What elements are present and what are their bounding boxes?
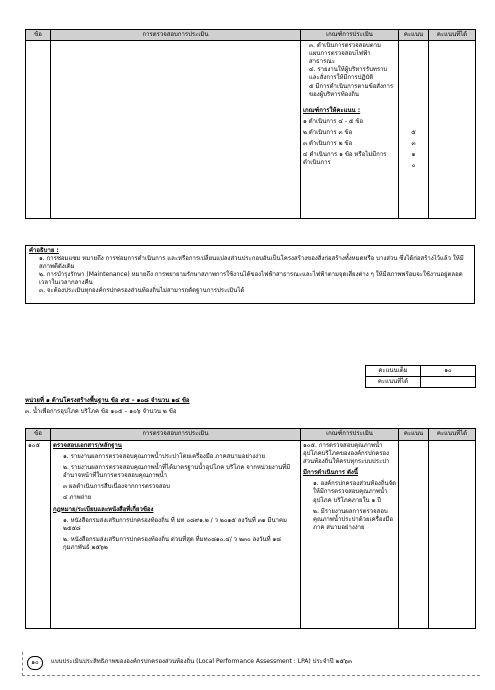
full-score-row <box>366 366 476 377</box>
note-line: ๓. จะต้องประเมินทุกองค์กรปกครองส่วนท้องถิ่นไม่สามารถตัดฐานการประเมินได้ <box>39 287 245 295</box>
check-line: ๔ ภาพถ่าย <box>63 494 92 502</box>
page-number: ๑๐ <box>27 656 43 670</box>
scoring-title: เกณฑ์การให้คะแนน : <box>303 106 361 114</box>
col-header-score: คะแนน <box>399 30 429 41</box>
assessment-table-2 <box>25 428 476 629</box>
criteria-scoring-line: ๑. องค์กรปกครองส่วนท้องถิ่นจัด ให้มีการตรวจสอบคุณภาพน้ำอุปโภค บริโภคภายใน ๑ ปี <box>313 480 397 504</box>
score-value: ๕ <box>411 129 416 137</box>
cell-score <box>399 41 429 219</box>
note-line: ๒. การบำรุงรักษา (Maintenance) หมายถึง การพยายามรักษาสภาพการใช้งานได้ของไฟฟ้าสาธารณะและไฟฟ้าตามจุดเสี่ยงต่าง ๆ ให้มีสภาพพร้อมจะใช้งานอยู่ตลอดเวลาในเวลากลางคืน <box>39 271 463 287</box>
cell-obtained <box>429 41 476 219</box>
law-line: ๒. หนังสือกรมส่งเสริมการปกครองท้องถิ่น ด่วนที่สุด ที่มท๐๘๑๐.๔/ ว ๒๓๐ ลงวันที่ ๑๘ กุมภาพันธ์ ๒๕๖๒ <box>63 535 281 551</box>
criteria-line: ๓. ดำเนินการตรวจสอบตาม แผนการตรวจสอบไฟฟ้าสาธารณะ <box>309 42 381 66</box>
full-score-label: คะแนนเต็ม <box>366 366 421 377</box>
score-value: ๓ <box>411 140 416 148</box>
cell-score <box>399 441 429 629</box>
col-header-obtained: คะแนนที่ได้ <box>429 429 476 441</box>
law-title: กฎหมาย/ระเบียบและหนังสือที่เกี่ยวข้อง <box>53 505 154 513</box>
section-heading: หน่วยที่ ๑ ด้านโครงสร้างพื้นฐาน ข้อ ๙๕ – ๑๐๘ จำนวน ๑๔ ข้อ <box>25 397 190 404</box>
col-header-criteria: เกณฑ์การประเมิน <box>301 429 399 441</box>
cell-no <box>26 41 51 219</box>
cell-check <box>51 441 301 629</box>
table-header-row <box>26 30 476 41</box>
note-line: ๑. การซ่อมแซม หมายถึง การซ่อมการดำเนินการ และหรือการเปลี่ยนแปลงส่วนประกอบอันเป็นโครงสร้างของสิ่งก่อสร้างทั้งหมดหรือ บางส่วน ซึ่งได้ก่อสร้างไว้แล้ว ให้มีสภาพดีดังเดิม <box>39 255 464 271</box>
score-summary-table <box>365 365 476 388</box>
cell-criteria <box>301 41 399 219</box>
col-header-no: ข้อ <box>26 30 51 41</box>
scoring-label: ๔ ดำเนินการ ๑ ข้อ หรือไม่มีการ ดำเนินการ <box>303 151 387 167</box>
obtained-score-label: คะแนนที่ได้ <box>366 377 421 388</box>
notes-box <box>25 245 475 304</box>
criteria-line: ๔. รายงานให้ผู้บริหารรับทราบ และสั่งการให้มีการปฏิบัติ <box>309 66 388 82</box>
scoring-label: ๓ ดำเนินการ ๒ ข้อ <box>303 140 353 148</box>
table-row <box>26 41 476 219</box>
criteria-scoring-title: มีการดำเนินการ ดังนี้ <box>303 469 358 477</box>
cell-item-no: ๑๐๕ <box>26 441 51 629</box>
check-line: ๓ ผลดำเนินการสืบเนื่องจากการตรวจสอบ <box>63 483 170 491</box>
scoring-label: ๒ ดำเนินการ ๓ ข้อ <box>303 128 353 136</box>
footer-text: แบบประเมินประสิทธิภาพขององค์กรปกครองส่วนท้องถิ่น (Local Performance Assessment : LPA) ประจำปี ๒๕๖๓ <box>51 658 352 665</box>
full-score-value: ๑๐ <box>421 366 476 377</box>
criteria-scoring-line: ๒. มีรายงานผลการตรวจสอบ คุณภาพน้ำประปาด้วยเครื่องมือภาค สนามอย่างง่าย <box>313 507 393 531</box>
score-value: ๐ <box>411 162 416 170</box>
col-header-check: การตรวจสอบการประเมิน <box>51 30 301 41</box>
col-header-obtained: คะแนนที่ได้ <box>429 30 476 41</box>
section-subheading: ๓. น้ำเพื่อการอุปโภค บริโภค ข้อ ๑๐๕ – ๑๐๖ จำนวน ๒ ข้อ <box>25 408 177 415</box>
cell-check <box>51 41 301 219</box>
cell-criteria <box>301 441 399 629</box>
notes-title: คำอธิบาย : <box>29 247 59 254</box>
cell-obtained <box>429 441 476 629</box>
table-row <box>26 441 476 629</box>
col-header-criteria: เกณฑ์การประเมิน <box>301 30 399 41</box>
law-line: ๑. หนังสือกรมส่งเสริมการปกครองท้องถิ่น ที่ มท ๐๘๙๑.๒ / ว ๒๐๑๕ ลงวันที่ ๓๑ มีนาคม ๒๕๕๘ <box>63 516 287 532</box>
criteria-line: ๑๐๕. การตรวจสอบคุณภาพน้ำ อุปโภคบริโภคขององค์กรปกครอง ส่วนท้องถิ่นให้ครบทุกระบบประปา <box>303 442 390 466</box>
scoring-label: ๑ ดำเนินการ ๔ - ๕ ข้อ <box>303 117 364 125</box>
col-header-score: คะแนน <box>399 429 429 441</box>
assessment-table-1 <box>25 29 476 219</box>
col-header-no: ข้อ <box>26 429 51 441</box>
obtained-score-value <box>421 377 476 388</box>
check-title: ตรวจสอบเอกสาร/หลักฐาน <box>53 442 122 449</box>
page-footer <box>22 652 480 676</box>
score-value: ๑ <box>411 151 416 159</box>
col-header-check: การตรวจสอบการประเมิน <box>51 429 301 441</box>
check-line: ๒. รายงานผลการตรวจสอบคุณภาพน้ำที่ได้มาตรฐานน้ำอุปโภค บริโภค จากหน่วยงานที่มีอำนาจหน้าที่ในการตรวจสอบคุณภาพน้ำ <box>63 464 291 480</box>
table-header-row <box>26 429 476 441</box>
check-line: ๑. รายงานผลการตรวจสอบคุณภาพน้ำประปาโดยเครื่องมือ ภาคสนามอย่างง่าย <box>63 453 265 461</box>
criteria-line: ๕ มีการดำเนินการตามข้อสั่งการ ของผู้บริหารท้องถิ่น <box>309 82 394 98</box>
obtained-score-row <box>366 377 476 388</box>
